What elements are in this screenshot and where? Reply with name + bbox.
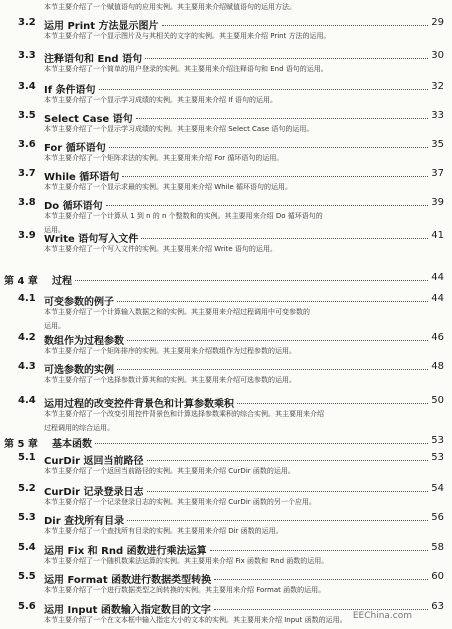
- dot-leader: [214, 579, 428, 580]
- dot-leader: [136, 118, 429, 119]
- entry-title: 运用过程的改变控件背景色和计算参数乘积: [44, 399, 234, 410]
- dot-leader: [117, 301, 428, 302]
- entry-description: 本节主要介绍了一个矩阵求法的实例。其主要用来介绍 For 循环语句的运用。: [44, 154, 284, 162]
- entry-number: 3.3: [18, 50, 36, 61]
- entry-number: 3.7: [18, 168, 36, 179]
- entry-description: 本节主要介绍了一个显示求最的实例。其主要用来介绍 While 循环语句的运用。: [44, 183, 293, 191]
- dot-leader: [106, 205, 429, 206]
- entry-description: 本节主要介绍了一个显示学习成绩的实例。其主要用来介绍 Select Case 语句的运用。: [44, 125, 314, 133]
- entry-page: 44: [431, 272, 444, 283]
- entry-description: 本节主要介绍了一个计算从 1 到 n 的 n 个整数和的实例。其主要用来介绍 Do 循环语句的: [44, 212, 323, 220]
- entry-page: 54: [431, 483, 444, 494]
- entry-title: Select Case 语句: [44, 114, 133, 125]
- entry-title: Do 循环语句: [44, 201, 103, 212]
- entry-title: 运用 Fix 和 Rnd 函数进行乘法运算: [44, 546, 207, 557]
- entry-number: 3.6: [18, 139, 36, 150]
- entry-title: 基本函数: [52, 439, 92, 450]
- entry-number: 5.2: [18, 483, 36, 494]
- entry-page: 58: [431, 542, 444, 553]
- entry-description: 本节主要介绍了一个返回当前路径的实例。其主要用来介绍 CurDir 函数的运用。: [44, 467, 295, 475]
- entry-title: 运用 Format 函数进行数据类型转换: [44, 575, 212, 586]
- entry-number: 3.2: [18, 17, 36, 28]
- entry-page: 41: [431, 230, 444, 241]
- entry-title: Write 语句写入文件: [44, 234, 139, 245]
- dot-leader: [127, 520, 428, 521]
- entry-description: 本节主要介绍了一个计算输入数据之和的实例。其主要用来介绍过程调用中可变参数的: [44, 308, 310, 316]
- entry-page: 56: [431, 512, 444, 523]
- entry-page: 37: [431, 168, 444, 179]
- entry-number: 5.4: [18, 542, 36, 553]
- entry-page: 35: [431, 139, 444, 150]
- entry-number: 4.2: [18, 332, 36, 343]
- entry-description: 本节主要介绍了一个记录登录日志的实例。其主要用来介绍 CurDir 函数的另一个应用。: [44, 498, 316, 506]
- entry-number: 3.9: [18, 230, 36, 241]
- dot-leader: [141, 238, 428, 239]
- entry-title: For 循环语句: [44, 143, 106, 154]
- entry-description: 运用。: [44, 322, 65, 330]
- entry-title: 数组作为过程参数: [44, 336, 124, 347]
- entry-title: 注释语句和 End 语句: [44, 54, 143, 65]
- dot-leader: [99, 89, 429, 90]
- dot-leader: [237, 403, 428, 404]
- entry-number: 5.5: [18, 571, 36, 582]
- entry-description: 本节主要介绍了一个显示学习成绩的实例。其主要用来介绍 If 语句的运用。: [44, 96, 277, 104]
- entry-number: 5.1: [18, 452, 36, 463]
- entry-number: 3.8: [18, 197, 36, 208]
- entry-description: 本节主要介绍了一个写入文件的实例。其主要用来介绍 Write 语句的运用。: [44, 245, 277, 253]
- entry-title: 过程: [52, 276, 72, 287]
- entry-page: 53: [431, 452, 444, 463]
- entry-description: 本节主要介绍了一个在文本框中输入指定大小的文本的实例。其主要用来介绍 Input 函数的运用。: [44, 616, 347, 624]
- entry-title: While 循环语句: [44, 172, 120, 183]
- entry-description: 本节主要介绍了一个矩阵排序的实例。其主要用来介绍数组作为过程参数的运用。: [44, 347, 296, 355]
- entry-page: 60: [431, 571, 444, 582]
- dot-leader: [214, 609, 428, 610]
- entry-title: 运用 Print 方法显示图片: [44, 21, 159, 32]
- entry-description: 本节主要介绍了一个随机数乘法运算的实例。其主要用来介绍 Fix 函数和 Rnd 函数的运用。: [44, 557, 329, 565]
- dot-leader: [147, 491, 429, 492]
- entry-page: 50: [431, 395, 444, 406]
- entry-description: 本节主要介绍了一个简单的用户登录的实例。其主要用来介绍注释语句和 End 语句的运用。: [44, 65, 328, 73]
- dot-leader: [75, 280, 428, 281]
- dot-leader: [122, 176, 428, 177]
- entry-title: 可变参数的例子: [44, 297, 114, 308]
- entry-description: 本节主要介绍了一个选择参数计算其和的实例。其主要用来介绍可选参数的运用。: [44, 376, 296, 384]
- entry-number: 4.1: [18, 293, 36, 304]
- entry-title: CurDir 记录登录日志: [44, 487, 144, 498]
- entry-title: 可选参数的实例: [44, 365, 114, 376]
- entry-number: 5.3: [18, 512, 36, 523]
- dot-leader: [117, 369, 428, 370]
- entry-number: 第 5 章: [4, 439, 38, 450]
- entry-description: 本节主要介绍了一个查找所有目录的实例。其主要用来介绍 Dir 函数的运用。: [44, 527, 283, 535]
- watermark: EEChina.com: [352, 611, 412, 621]
- entry-number: 4.4: [18, 395, 36, 406]
- entry-description: 本节主要介绍了一个进行数据类型之间转换的实例。其主要用来介绍 Format 函数的运用。: [44, 586, 326, 594]
- entry-number: 3.5: [18, 110, 36, 121]
- entry-number: 3.4: [18, 81, 36, 92]
- entry-title: Dir 查找所有目录: [44, 516, 125, 527]
- entry-title: CurDir 返回当前路径: [44, 456, 144, 467]
- dot-leader: [145, 58, 428, 59]
- entry-description: 运用。: [44, 226, 65, 234]
- entry-number: 第 4 章: [4, 276, 38, 287]
- entry-number: 5.6: [18, 601, 36, 612]
- dot-leader: [95, 443, 428, 444]
- entry-page: 33: [431, 110, 444, 121]
- entry-number: 4.3: [18, 361, 36, 372]
- entry-page: 32: [431, 81, 444, 92]
- entry-page: 29: [431, 17, 444, 28]
- entry-description: 过程调用的综合运用。: [44, 424, 114, 432]
- entry-description: 本节主要介绍了一个改变引用控件背景色和计算选择参数乘积的综合实例。其主要用来介绍: [44, 410, 324, 418]
- dot-leader: [210, 550, 429, 551]
- entry-page: 48: [431, 361, 444, 372]
- entry-page: 30: [431, 50, 444, 61]
- entry-description: 本节主要介绍了一个显示图片及与其相关的文字的实例。其主要用来介绍 Print 方法的运用。: [44, 32, 331, 40]
- entry-title: If 条件语句: [44, 85, 96, 96]
- entry-page: 44: [431, 293, 444, 304]
- dot-leader: [162, 25, 429, 26]
- entry-page: 53: [431, 435, 444, 446]
- dot-leader: [147, 460, 429, 461]
- entry-page: 46: [431, 332, 444, 343]
- entry-page: 63: [431, 601, 444, 612]
- entry-page: 39: [431, 197, 444, 208]
- dot-leader: [109, 147, 429, 148]
- entry-title: 运用 Input 函数输入指定数目的文字: [44, 605, 211, 616]
- intro-description: 本节主要介绍了一个赋值语句的应用实例。其主要用来介绍赋值语句的运用方法。: [44, 3, 296, 11]
- dot-leader: [127, 340, 428, 341]
